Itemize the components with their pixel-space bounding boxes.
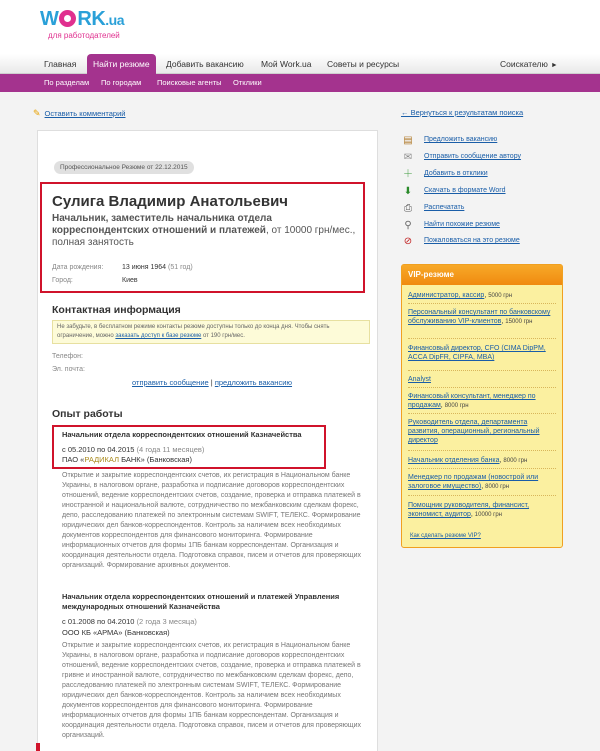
nav-find-resume[interactable]: Найти резюме [87, 54, 156, 74]
subnav-by-city[interactable]: По городам [101, 78, 142, 87]
job-1-description: Открытие и закрытие корреспондентских счетов, их регистрация в Национальном банке Украины, в налоговом органе, разработка и подписание договоров корреспондентских отношений, ведение корреспондентских счетов, создание, проверка и отправка платежей в иностранной и национальной валюте, сотрудничество по межбанковским сделкам форекс, депо, расследованию платежей по электронным системам SWIFT, ТЕЛЕКС. Формирование юридических дел банков-корреспондентов. Контроль за наличием всех необходимых документов корреспондентов для финансового мониторинга. Формирование информационных отчетов для формы 1ПБ банкам корреспондентам. Организация и координация деятельности отдела. Подготовка справок, писем и отчетов для проверяющих организаций. Формирование архивных документов. [62, 472, 362, 569]
subnav-by-section[interactable]: По разделам [44, 78, 90, 87]
phone-label: Телефон: [52, 353, 83, 360]
vip-item [408, 375, 558, 384]
main-nav [0, 54, 600, 74]
divider [408, 413, 556, 414]
vip-link[interactable]: Менеджер по продажам (новострой или залоговое имущество) [408, 474, 539, 490]
candidate-name: Сулига Владимир Анатольевич [52, 193, 288, 210]
back-to-results[interactable] [401, 108, 523, 117]
contact-title: Контактная информация [52, 304, 181, 316]
highlight-box-edge [36, 743, 40, 751]
city-value: Киев [122, 277, 138, 284]
briefcase-icon: ▤ [403, 135, 413, 146]
action-offer-vacancy[interactable]: ▤ Предложить вакансию [403, 135, 498, 146]
experience-title: Опыт работы [52, 408, 123, 420]
logo-text: W RK.ua [40, 8, 125, 30]
back-to-results-link[interactable]: ← Вернуться к результатам поиска [401, 108, 524, 117]
nav-home[interactable]: Главная [44, 59, 77, 69]
block-icon: ⊘ [403, 236, 413, 247]
divider [408, 495, 556, 496]
vip-resumes [401, 264, 563, 548]
search-icon: ⚲ [404, 220, 412, 231]
nav-add-vacancy[interactable]: Добавить вакансию [166, 59, 244, 69]
action-add-to-responses[interactable]: ＋ Добавить в отклики [403, 169, 488, 180]
vip-item: Начальник отделения банка, 8000 грн [408, 457, 528, 464]
job-1-dates: с 05.2010 по 04.2015 (4 года 11 месяцев) [62, 445, 205, 454]
vip-link[interactable]: Персональный консультант по банковскому обслуживанию VIP-клиентов [408, 309, 551, 325]
vip-item: Администратор, кассир, 5000 грн [408, 292, 513, 299]
arrow-right-icon: ► [550, 62, 558, 69]
vip-item: Финансовый консультант, менеджер по продажам, 8000 грн [408, 393, 536, 409]
add-icon: ＋ [403, 169, 413, 180]
action-find-similar[interactable]: ⚲ Найти похожие резюме [402, 219, 572, 235]
divider [408, 450, 556, 451]
vip-link[interactable]: Начальник отделения банка [408, 457, 500, 464]
printer-icon: ⎙ [404, 203, 412, 214]
job-2-dates: с 01.2008 по 04.2010 (2 года 3 месяца) [62, 617, 197, 626]
vip-link[interactable]: Администратор, кассир [408, 292, 485, 299]
email-label: Эл. почта: [52, 366, 85, 373]
vip-link[interactable]: Analyst [408, 376, 431, 383]
action-download-word[interactable]: ⬇ Скачать в формате Word [403, 186, 506, 197]
job-2-description: Открытие и закрытие корреспондентских счетов, их регистрация в Национальном банке Украины, в налоговом органе, разработка и подписание договоров корреспондентских отношений, ведение корреспондентских счетов, создание, проверка и отправка платежей в гривне и иностранной валюте, сотрудничество по межбанковским сделкам форекс, депо, расследованию платежей по электронным системам SWIFT, ТЕЛЕКС. Формирование юридических дел банков-корреспондентов. Контроль за наличием всех необходимых документов корреспондентов для финансового мониторинга. Формирование информационных отчетов для формы 1ПБ банкам корреспондентам. Организация и координация деятельности отдела. Подготовка справок, писем и отчетов для проверяющих организаций. [62, 642, 362, 739]
vip-link[interactable]: Руководитель отдела, департамента развития, операционный, региональный директор [408, 419, 540, 444]
vip-how-to-link[interactable]: Как сделать резюме VIP? [410, 533, 481, 539]
vip-link[interactable]: Помощник руководителя, финансист, экономист, аудитор [408, 502, 530, 518]
vip-item [408, 344, 558, 362]
site-header [0, 0, 600, 54]
birth-value: 13 июня 1964 (51 год) [122, 264, 193, 271]
vip-title: VIP-резюме [402, 265, 562, 285]
divider [408, 338, 556, 339]
action-send-message[interactable]: ✉ Отправить сообщение автору [403, 152, 522, 163]
envelope-icon: ✉ [403, 152, 413, 163]
offer-vacancy-link[interactable]: предложить вакансию [214, 378, 293, 387]
job-1-company: ПАО «РАДИКАЛ БАНК» (Банковская) [62, 455, 192, 464]
leave-comment-link[interactable]: Оставить комментарий [44, 109, 126, 118]
vip-item: Персональный консультант по банковскому обслуживанию VIP-клиентов, 15000 грн [408, 309, 551, 325]
divider [408, 370, 556, 371]
resume-badge: Профессиональное Резюме от 22.12.2015 [54, 161, 194, 174]
nav-tips[interactable]: Советы и ресурсы [327, 59, 400, 69]
vip-item: Менеджер по продажам (новострой или залоговое имущество), 8000 грн [408, 474, 539, 490]
job-2-company: ООО КБ «АРМА» (Банковская) [62, 628, 170, 637]
send-message-link[interactable]: отправить сообщение [132, 378, 209, 387]
contact-notice: Не забудьте, в бесплатном режиме контакты резюме доступны только до конца дня. Чтобы снять ограничение, можно заказать доступ к базе резюме от 190 грн/мес. [52, 320, 370, 344]
logo-ring-icon [59, 10, 76, 27]
vip-item: Помощник руководителя, финансист, экономист, аудитор, 10000 грн [408, 502, 530, 518]
site-logo[interactable] [40, 8, 124, 40]
vip-link[interactable]: Финансовый консультант, менеджер по продажам [408, 393, 536, 409]
action-report[interactable]: ⊘ Пожаловаться на это резюме [403, 236, 520, 247]
desired-position: Начальник, заместитель начальника отдела корреспондентских отношений и платежей, от 10000 грн/мес., полная занятость [52, 213, 356, 248]
resume-card [37, 130, 378, 751]
city-label: Город: [52, 277, 73, 284]
birth-label: Дата рождения: [52, 264, 104, 271]
nav-job-seekers[interactable]: Соискателю ► [500, 59, 558, 69]
vip-link[interactable]: Финансовый директор, CFO (CIMA DipPM, ACCA DipFR, CIPFA, MBA) [408, 345, 546, 361]
divider [408, 468, 556, 469]
nav-my-work[interactable]: Мой Work.ua [261, 59, 312, 69]
logo-tagline: для работодателей [48, 31, 120, 40]
download-icon: ⬇ [403, 186, 413, 197]
divider [408, 387, 556, 388]
job-2-title: Начальник отдела корреспондентских отношений и платежей Управления международных отношений Казначейства [62, 592, 340, 611]
subnav-responses[interactable]: Отклики [233, 78, 262, 87]
pencil-icon: ✎ [33, 108, 41, 118]
order-access-link[interactable]: заказать доступ к базе резюме [115, 333, 202, 339]
vip-item [408, 418, 558, 445]
divider [408, 303, 556, 304]
leave-comment[interactable] [33, 108, 126, 119]
contact-actions: отправить сообщение | предложить вакансию [132, 378, 293, 387]
sub-nav [0, 74, 600, 92]
action-print[interactable]: ⎙ Распечатать [404, 203, 465, 214]
subnav-search-agents[interactable]: Поисковые агенты [157, 78, 222, 87]
job-1-title: Начальник отдела корреспондентских отношений Казначейства [62, 430, 302, 439]
